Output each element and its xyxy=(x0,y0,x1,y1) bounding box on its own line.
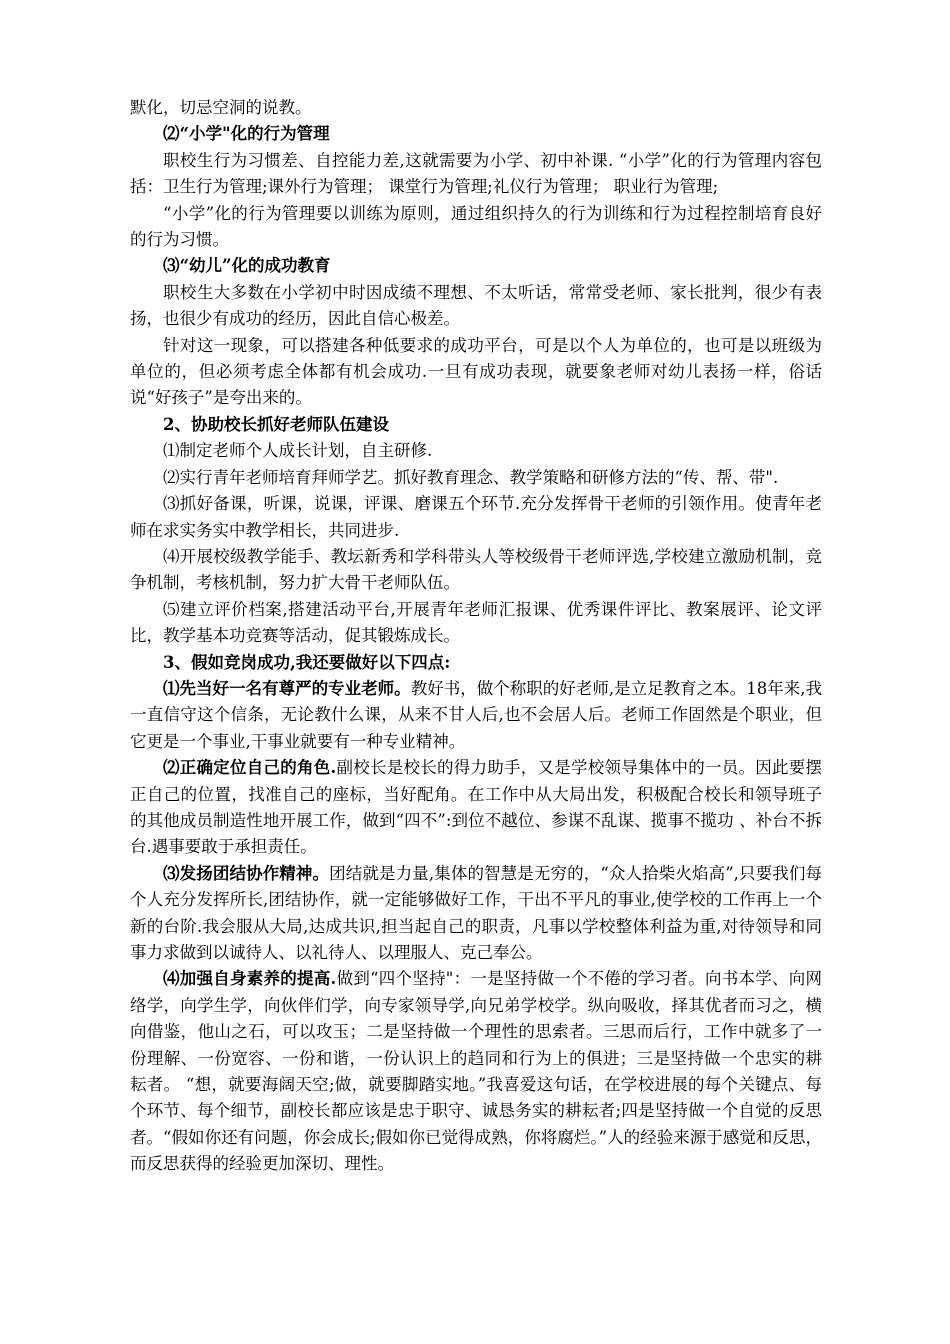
document-body xyxy=(130,95,822,1178)
paragraph-text: “小学”化的行为管理要以训练为原则，通过组织持久的行为训练和行为过程控制培育良好的行为习惯。 xyxy=(130,203,822,250)
paragraph-text: 教好书，做个称职的好老师,是立足教育之本。18年来,我一直信守这个信条，无论教什么课，从来不甘人后,也不会居人后。老师工作固然是个职业，但它更是一个事业,干事业就要有一种专业精神。 xyxy=(130,678,822,751)
paragraph-continuation xyxy=(130,95,822,121)
paragraph xyxy=(130,201,822,254)
paragraph-text: 职校生大多数在小学初中时因成绩不理想、不太听话，常常受老师、家长批判，很少有表扬，也很少有成功的经历，因此自信心极差。 xyxy=(130,282,822,329)
list-item xyxy=(130,438,822,464)
list-item xyxy=(130,491,822,544)
paragraph xyxy=(130,148,822,201)
paragraph-text: ⑶抓好备课，听课，说课，评课、磨课五个环节.充分发挥骨干老师的引领作用。使青年老师在求实务实中教学相长，共同进步. xyxy=(130,494,822,540)
paragraph-text: 团结就是力量,集体的智慧是无穷的，“众人拾柴火焰高”,只要我们每个人充分发挥所长,团结协作，就一定能够做好工作，干出不平凡的事业,使学校的工作再上一个新的台阶.我会服从大局,达成共识,担当起自己的职责，凡事以学校整体利益为重,对待领导和同事力求做到以诚待人、以礼待人、以理服人、克己奉公。 xyxy=(130,863,822,962)
paragraph-text: ⑵实行青年老师培育拜师学艺。抓好教育理念、教学策略和研修方法的“传、帮、带". xyxy=(163,467,779,487)
list-item xyxy=(130,966,822,1177)
lead-phrase: ⑴先当好一名有尊严的专业老师。 xyxy=(163,678,411,698)
paragraph-text: ⑸建立评价档案,搭建活动平台,开展青年老师汇报课、优秀课件评比、教案展评、论文评比，教学基本功竞赛等活动，促其锻炼成长。 xyxy=(130,599,822,646)
section-heading xyxy=(130,650,822,676)
paragraph xyxy=(130,333,822,412)
heading-text: 2、协助校长抓好老师队伍建设 xyxy=(163,414,389,434)
paragraph-text: 副校长是校长的得力助手，又是学校领导集体中的一员。因此要摆正自己的位置，找准自己的座标，当好配角。在工作中从大局出发，积极配合校长和领导班子的其他成员制造性地开展工作，做到“四不”:到位不越位、参谋不乱谋、揽事不揽功 、补台不拆台.遇事要敢于承担责任。 xyxy=(130,758,822,857)
paragraph-text: 职校生行为习惯差、自控能力差,这就需要为小学、初中补课. “小学”化的行为管理内容包括：卫生行为管理;课外行为管理； 课堂行为管理;礼仪行为管理； 职业行为管理; xyxy=(130,150,822,197)
list-item xyxy=(130,544,822,597)
lead-phrase: ⑶发扬团结协作精神。 xyxy=(163,863,330,883)
list-item xyxy=(130,755,822,861)
paragraph-text: 做到“四个坚持"：一是坚持做一个不倦的学习者。向书本学、向网络学，向学生学，向伙伴们学，向专家领导学,向兄弟学校学。纵向吸收，择其优者而习之，横向借鉴，他山之石，可以攻玉；二是坚持做一个理性的思索者。三思而后行，工作中就多了一份理解、一份宽容、一份和谐，一份认识上的趋同和行为上的俱进；三是坚持做一个忠实的耕耘者。 “想，就要海阔天空;做，就要脚踏实地。”我喜爱这句话，在学校进展的每个关键点、每个环节、每个细节，副校长都应该是忠于职守、诚恳务实的耕耘者;四是坚持做一个自觉的反思者。“假如你还有问题，你会成长;假如你已觉得成熟，你将腐烂。”人的经验来源于感觉和反思，而反思获得的经验更加深切、理性。 xyxy=(130,969,823,1174)
paragraph-text: ⑴制定老师个人成长计划，自主研修. xyxy=(163,441,433,461)
list-item xyxy=(130,676,822,755)
section-heading xyxy=(130,412,822,438)
lead-phrase: ⑷加强自身素养的提高. xyxy=(163,969,337,989)
lead-phrase: ⑵正确定位自己的角色. xyxy=(163,758,337,778)
list-item xyxy=(130,861,822,967)
paragraph-text: ⑷开展校级教学能手、教坛新秀和学科带头人等校级骨干老师评选,学校建立激励机制，竞争机制，考核机制，努力扩大骨干老师队伍。 xyxy=(130,546,822,593)
paragraph-text: 针对这一现象，可以搭建各种低要求的成功平台，可是以个人为单位的，也可是以班级为单位的，但必须考虑全体都有机会成功.一旦有成功表现，就要象老师对幼儿表扬一样，俗话说“好孩子”是夸出来的。 xyxy=(130,335,822,408)
section-heading xyxy=(130,253,822,279)
paragraph xyxy=(130,280,822,333)
heading-text: ⑵“小学"化的行为管理 xyxy=(163,124,330,144)
section-heading xyxy=(130,121,822,147)
heading-text: ⑶“幼儿”化的成功教育 xyxy=(163,256,331,276)
heading-text: 3、假如竞岗成功,我还要做好以下四点: xyxy=(163,652,451,672)
paragraph-text: 默化，切忌空洞的说教。 xyxy=(130,98,312,117)
list-item xyxy=(130,465,822,491)
list-item xyxy=(130,597,822,650)
